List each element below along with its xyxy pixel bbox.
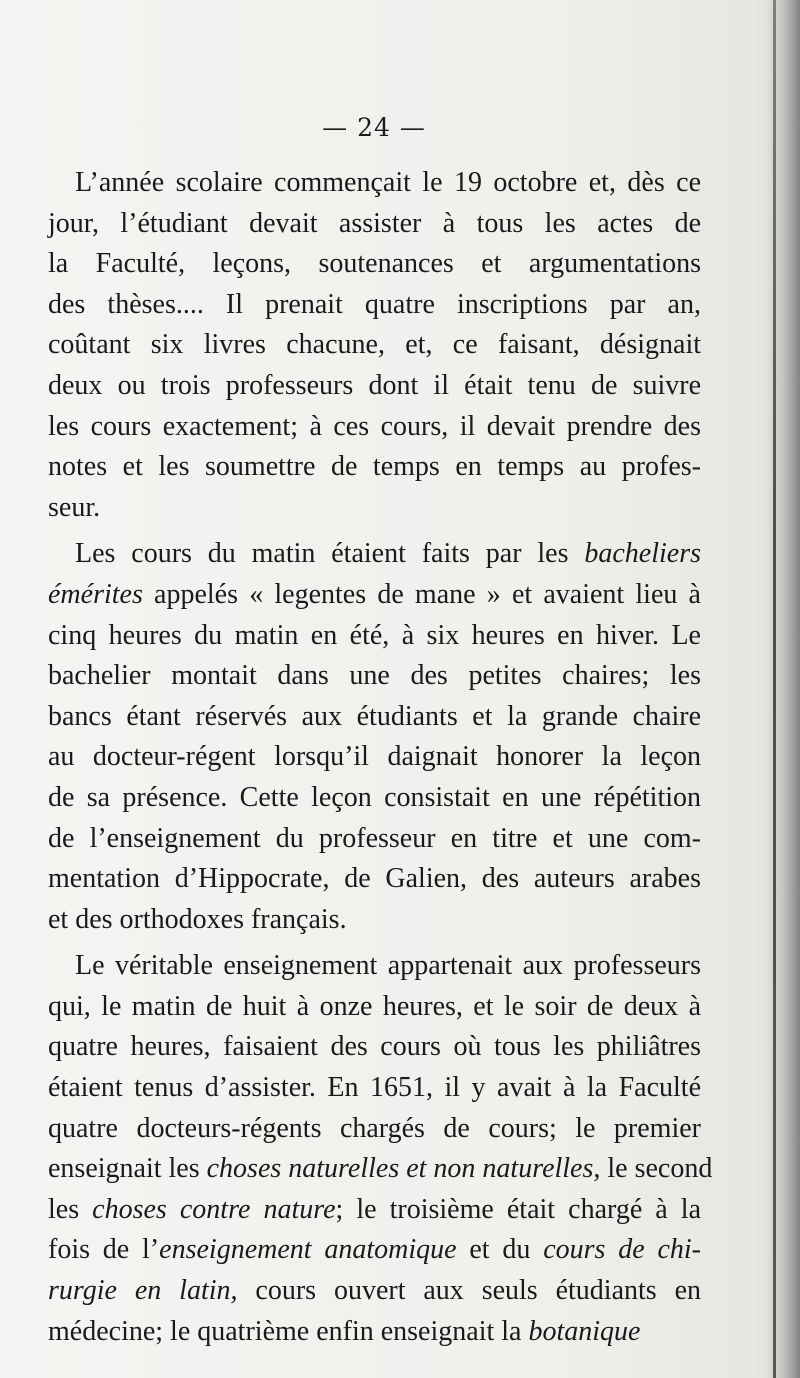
italic-text: choses contre nature	[92, 1193, 336, 1225]
text-line	[48, 1068, 701, 1109]
text-line	[48, 366, 701, 407]
text-run: qui, le matin de huit à onze heures, et le soir de deux à	[48, 990, 701, 1022]
text-line	[48, 1271, 701, 1312]
italic-text: bacheliers	[584, 538, 701, 570]
italic-text: émérites	[48, 578, 143, 610]
text-run: au docteur-régent lorsqu’il daignait honorer la leçon	[48, 741, 701, 773]
text-line	[48, 859, 701, 900]
text-line	[48, 1312, 701, 1353]
text-line	[48, 778, 701, 819]
text-line	[48, 1109, 701, 1150]
paragraph	[48, 534, 701, 940]
italic-text: choses naturelles et non naturelles,	[206, 1153, 601, 1185]
text-run: bancs étant réservés aux étudiants et la grande chaire	[48, 700, 701, 732]
text-line	[48, 575, 701, 616]
page-number: — 24 —	[322, 113, 426, 142]
text-run: de l’enseignement du professeur en titre et une com-	[48, 822, 701, 854]
body-text	[48, 163, 713, 1352]
text-run: quatre heures, faisaient des cours où tous les philiâtres	[48, 1031, 701, 1063]
text-run: le second	[600, 1153, 713, 1185]
text-run: la Faculté, leçons, soutenances et argumentations	[48, 248, 701, 280]
text-line	[48, 819, 701, 860]
text-line	[48, 987, 701, 1028]
italic-text: cours de chi-	[543, 1234, 701, 1266]
text-line	[48, 900, 701, 941]
text-run: mentation d’Hippocrate, de Galien, des auteurs arabes	[48, 863, 701, 895]
text-line	[48, 447, 701, 488]
text-line	[48, 244, 701, 285]
text-run: étaient tenus d’assister. En 1651, il y avait à la Faculté	[48, 1072, 701, 1104]
text-line	[48, 656, 701, 697]
text-line	[48, 534, 701, 575]
text-run: cours ouvert aux seuls étudiants en	[237, 1275, 701, 1307]
text-line	[48, 1230, 701, 1271]
text-line	[48, 737, 701, 778]
paragraph	[48, 163, 701, 528]
text-line	[48, 1027, 701, 1068]
text-run: les cours exactement; à ces cours, il devait prendre des	[48, 410, 701, 442]
text-run: appelés « legentes de mane » et avaient lieu à	[142, 578, 701, 610]
text-line	[48, 285, 701, 326]
text-run: quatre docteurs-régents chargés de cours; le premier	[48, 1112, 701, 1144]
text-run: enseignait les	[48, 1153, 207, 1185]
text-run: bachelier montait dans une des petites chaires; les	[48, 660, 701, 692]
paragraph	[48, 946, 713, 1352]
text-run: deux ou trois professeurs dont il était tenu de suivre	[48, 369, 701, 401]
text-run: médecine; le quatrième enfin enseignait la	[48, 1315, 529, 1347]
text-line	[48, 204, 701, 245]
text-run: de sa présence. Cette leçon consistait en une répétition	[48, 781, 701, 813]
text-run: et des orthodoxes français.	[48, 903, 347, 935]
text-run: fois de l’	[48, 1234, 160, 1266]
text-line	[48, 1190, 701, 1231]
text-line	[48, 407, 701, 448]
book-gutter-edge	[773, 0, 776, 1378]
text-line	[48, 616, 701, 657]
text-line	[48, 1149, 713, 1190]
text-run: Le véritable enseignement appartenait aux professeurs	[75, 950, 701, 982]
italic-text: enseignement anatomique	[159, 1234, 457, 1266]
text-run: seur.	[48, 491, 101, 523]
text-run: Les cours du matin étaient faits par les	[75, 538, 585, 570]
text-run: L’année scolaire commençait le 19 octobre et, dès ce	[75, 167, 701, 198]
text-run: les	[48, 1193, 93, 1225]
text-line	[48, 325, 701, 366]
text-run: et du	[456, 1234, 544, 1266]
italic-text: rurgie en latin,	[48, 1275, 238, 1307]
italic-text: botanique	[528, 1315, 641, 1347]
text-run: notes et les soumettre de temps en temps au profes-	[48, 451, 701, 483]
text-run: coûtant six livres chacune, et, ce faisant, désignait	[48, 329, 701, 361]
text-line	[48, 163, 701, 204]
text-run: ; le troisième était chargé à la	[335, 1193, 701, 1225]
text-line	[48, 697, 701, 738]
text-run: des thèses.... Il prenait quatre inscriptions par an,	[48, 288, 701, 320]
text-run: cinq heures du matin en été, à six heures en hiver. Le	[48, 619, 701, 651]
book-spine-shadow	[766, 0, 800, 1378]
text-run: jour, l’étudiant devait assister à tous les actes de	[48, 207, 701, 239]
text-line	[48, 946, 701, 987]
text-line	[48, 488, 701, 529]
